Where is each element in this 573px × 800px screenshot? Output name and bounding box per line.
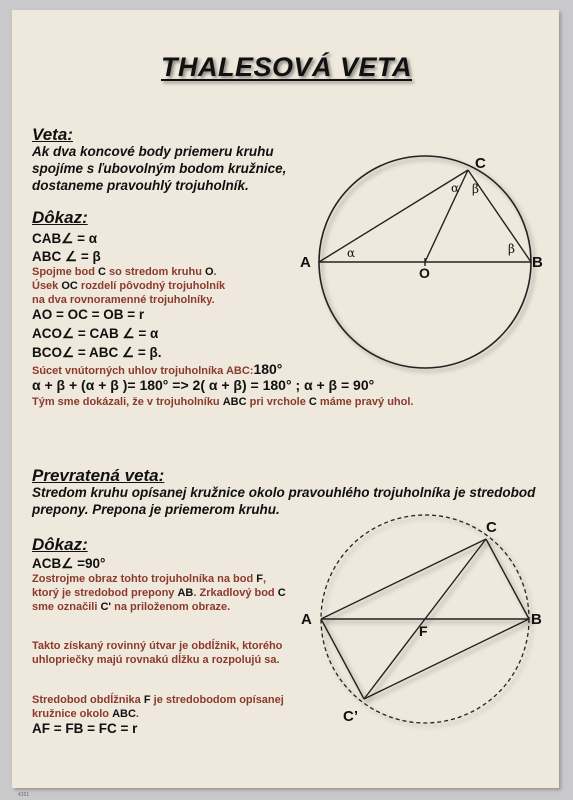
theorem-heading: Veta:	[32, 125, 73, 144]
proof-note-3: na dva rovnoramenné trojuholníky.	[32, 294, 215, 306]
theorem-line-1: Ak dva koncové body priemeru kruhu	[32, 144, 274, 159]
beta-at-b: β	[508, 242, 515, 256]
rectangle-note-1: Takto získaný rovinný útvar je obdĺžnik, ktorého	[32, 640, 283, 652]
label-c-prime: C’	[343, 708, 358, 725]
label-a-2: A	[301, 611, 312, 628]
final-equation: AF = FB = FC = r	[32, 721, 138, 736]
angle-sum-line: Súcet vnútorných uhlov trojuholníka ABC:180°	[32, 361, 283, 377]
side-bc-2	[486, 539, 529, 619]
label-c-1: C	[475, 155, 486, 172]
converse-note-2: ktorý je stredobod prepony AB. Zrkadlový bod C	[32, 587, 286, 599]
derivation: α + β + (α + β )= 180° => 2( α + β) = 180° ; α + β = 90°	[32, 377, 375, 393]
alpha-at-c: α	[451, 181, 460, 195]
conclusion: Tým sme dokázali, že v trojuholníku ABC pri vrchole C máme pravý uhol.	[32, 396, 414, 408]
label-f-2: F	[419, 623, 428, 639]
converse-heading: Prevratená veta:	[32, 466, 165, 485]
print-code: 4151	[18, 792, 30, 798]
side-ac	[319, 170, 468, 262]
label-b-1: B	[532, 254, 543, 271]
converse-line-1: Stredom kruhu opísanej kružnice okolo pravouhlého trojuholníka je stredobod	[32, 485, 536, 500]
converse-line-2: prepony. Prepona je priemerom kruhu.	[32, 502, 280, 517]
beta-at-c: β	[472, 182, 479, 196]
theorem-line-3: dostaneme pravouhlý trojuholník.	[32, 178, 249, 193]
equation-bco: BCO∠ = ABC ∠ = β.	[32, 345, 162, 360]
proof-heading: Dôkaz:	[32, 208, 88, 227]
page-title: THALESOVÁ VETA	[160, 52, 412, 82]
label-o-1: O	[419, 265, 430, 281]
angle-cab: CAB∠ = α	[32, 231, 98, 246]
converse-proof-heading: Dôkaz:	[32, 535, 88, 554]
side-ac-prime	[321, 619, 364, 699]
angle-abc: ABC ∠ = β	[32, 249, 101, 264]
label-b-2: B	[531, 611, 542, 628]
equation-aco: ACO∠ = CAB ∠ = α	[32, 326, 159, 341]
converse-note-3: sme označili C' na priloženom obraze.	[32, 601, 231, 613]
theorem-line-2: spojíme s ľubovolným bodom kružnice,	[32, 161, 287, 176]
rectangle-note-2: uhlopriečky majú rovnakú dĺžku a rozpolujú sa.	[32, 654, 280, 666]
label-c-2: C	[486, 519, 497, 536]
alpha-at-a: α	[347, 246, 356, 260]
converse-note-1: Zostrojme obraz tohto trojuholníka na bod F,	[32, 573, 267, 585]
proof-note-2: Úsek OC rozdelí pôvodný trojuholník	[32, 280, 226, 292]
angle-acb: ACB∠ =90°	[32, 556, 106, 571]
figure-converse-lines	[321, 539, 529, 699]
midpoint-note-2: kružnice okolo ABC.	[32, 708, 139, 720]
proof-note-1: Spojme bod C so stredom kruhu O.	[32, 266, 217, 278]
midpoint-note-1: Stredobod obdĺžnika F je stredobodom opísanej	[32, 694, 284, 706]
label-a-1: A	[300, 254, 311, 271]
equation-radii: AO = OC = OB = r	[32, 307, 145, 322]
